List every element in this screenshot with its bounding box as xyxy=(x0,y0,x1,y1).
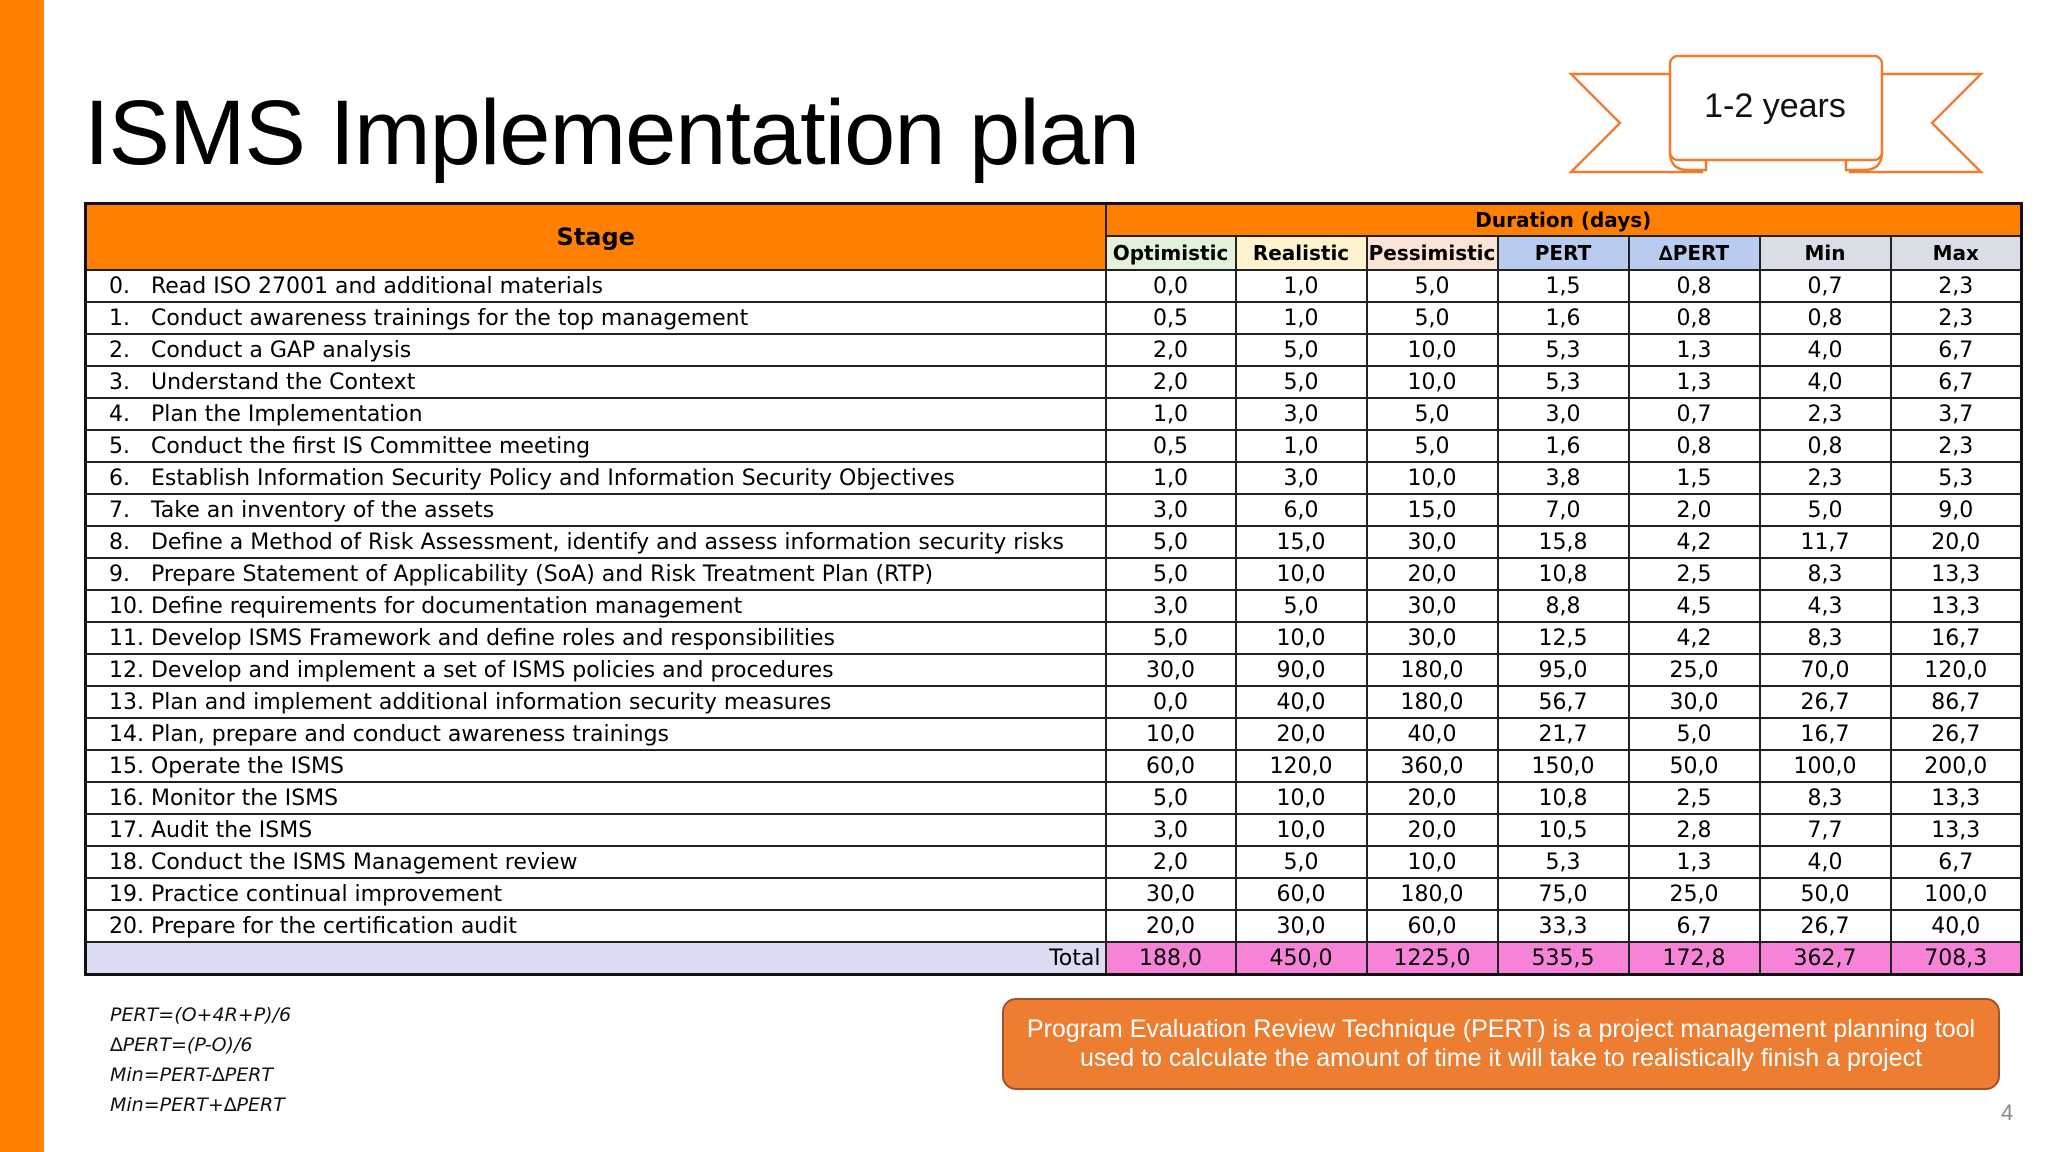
column-header-realistic: Realistic xyxy=(1236,236,1367,270)
duration-cell: 5,0 xyxy=(1367,398,1498,430)
duration-cell: 60,0 xyxy=(1236,878,1367,910)
duration-cell: 0,8 xyxy=(1629,270,1760,302)
duration-cell: 50,0 xyxy=(1629,750,1760,782)
table-row xyxy=(86,590,2022,622)
pert-note-box xyxy=(1002,998,2000,1090)
duration-cell: 30,0 xyxy=(1236,910,1367,942)
duration-cell: 4,3 xyxy=(1760,590,1891,622)
duration-cell: 4,2 xyxy=(1629,622,1760,654)
duration-cell: 10,0 xyxy=(1236,782,1367,814)
duration-cell: 20,0 xyxy=(1106,910,1236,942)
duration-cell: 180,0 xyxy=(1367,686,1498,718)
duration-cell: 20,0 xyxy=(1367,782,1498,814)
duration-cell: 15,8 xyxy=(1498,526,1629,558)
duration-cell: 180,0 xyxy=(1367,878,1498,910)
duration-cell: 21,7 xyxy=(1498,718,1629,750)
table-row xyxy=(86,782,2022,814)
column-header-max: Max xyxy=(1891,236,2022,270)
duration-cell: 2,0 xyxy=(1629,494,1760,526)
duration-cell: 7,7 xyxy=(1760,814,1891,846)
duration-cell: 1,0 xyxy=(1236,302,1367,334)
duration-cell: 4,2 xyxy=(1629,526,1760,558)
duration-cell: 1,3 xyxy=(1629,846,1760,878)
duration-cell: 3,8 xyxy=(1498,462,1629,494)
duration-cell: 90,0 xyxy=(1236,654,1367,686)
total-label: Total xyxy=(86,942,1106,975)
duration-cell: 2,0 xyxy=(1106,366,1236,398)
duration-cell: 5,3 xyxy=(1498,366,1629,398)
duration-cell: 0,8 xyxy=(1760,430,1891,462)
duration-cell: 30,0 xyxy=(1367,590,1498,622)
stage-cell: 14. Plan, prepare and conduct awareness trainings xyxy=(86,718,1106,750)
duration-cell: 10,8 xyxy=(1498,782,1629,814)
table-row xyxy=(86,654,2022,686)
duration-cell: 26,7 xyxy=(1760,910,1891,942)
table-row xyxy=(86,366,2022,398)
total-value: 1225,0 xyxy=(1367,942,1498,975)
duration-cell: 10,0 xyxy=(1236,814,1367,846)
duration-cell: 0,5 xyxy=(1106,430,1236,462)
duration-cell: 26,7 xyxy=(1891,718,2022,750)
duration-cell: 70,0 xyxy=(1760,654,1891,686)
total-value: 188,0 xyxy=(1106,942,1236,975)
formula-delta-pert: ∆PERT=(P-O)/6 xyxy=(110,1034,253,1056)
duration-cell: 3,0 xyxy=(1236,462,1367,494)
duration-cell: 5,0 xyxy=(1236,590,1367,622)
implementation-plan-table xyxy=(84,202,2023,976)
duration-cell: 20,0 xyxy=(1367,814,1498,846)
stage-cell: 20. Prepare for the certification audit xyxy=(86,910,1106,942)
column-header-pert: PERT xyxy=(1498,236,1629,270)
duration-cell: 3,0 xyxy=(1106,814,1236,846)
table-row xyxy=(86,558,2022,590)
formula-min: Min=PERT-∆PERT xyxy=(110,1064,274,1086)
duration-cell: 20,0 xyxy=(1236,718,1367,750)
duration-cell: 0,8 xyxy=(1629,430,1760,462)
duration-cell: 4,0 xyxy=(1760,366,1891,398)
duration-cell: 13,3 xyxy=(1891,782,2022,814)
duration-cell: 2,3 xyxy=(1760,398,1891,430)
duration-cell: 5,0 xyxy=(1760,494,1891,526)
duration-cell: 20,0 xyxy=(1891,526,2022,558)
duration-cell: 2,3 xyxy=(1891,270,2022,302)
duration-cell: 20,0 xyxy=(1367,558,1498,590)
duration-cell: 26,7 xyxy=(1760,686,1891,718)
stage-cell: 16. Monitor the ISMS xyxy=(86,782,1106,814)
duration-cell: 200,0 xyxy=(1891,750,2022,782)
duration-cell: 120,0 xyxy=(1236,750,1367,782)
duration-cell: 2,8 xyxy=(1629,814,1760,846)
formula-pert: PERT=(O+4R+P)/6 xyxy=(110,1004,292,1026)
column-header-min: Min xyxy=(1760,236,1891,270)
duration-cell: 5,0 xyxy=(1367,302,1498,334)
duration-cell: 10,0 xyxy=(1236,622,1367,654)
duration-cell: 1,0 xyxy=(1106,462,1236,494)
duration-cell: 0,5 xyxy=(1106,302,1236,334)
total-value: 362,7 xyxy=(1760,942,1891,975)
stage-cell: 10. Define requirements for documentation management xyxy=(86,590,1106,622)
stage-cell: 6. Establish Information Security Policy and Information Security Objectives xyxy=(86,462,1106,494)
duration-cell: 180,0 xyxy=(1367,654,1498,686)
duration-cell: 5,3 xyxy=(1891,462,2022,494)
table-row xyxy=(86,398,2022,430)
table-row xyxy=(86,686,2022,718)
stage-header: Stage xyxy=(86,204,1106,271)
duration-cell: 5,0 xyxy=(1106,782,1236,814)
duration-cell: 13,3 xyxy=(1891,814,2022,846)
duration-cell: 360,0 xyxy=(1367,750,1498,782)
duration-cell: 0,0 xyxy=(1106,270,1236,302)
slide-title: ISMS Implementation plan xyxy=(84,82,1139,184)
duration-cell: 56,7 xyxy=(1498,686,1629,718)
stage-cell: 2. Conduct a GAP analysis xyxy=(86,334,1106,366)
table-row xyxy=(86,622,2022,654)
table-row xyxy=(86,878,2022,910)
duration-cell: 10,0 xyxy=(1367,462,1498,494)
stage-cell: 18. Conduct the ISMS Management review xyxy=(86,846,1106,878)
formula-list xyxy=(110,1000,291,1120)
table-row xyxy=(86,462,2022,494)
duration-cell: 16,7 xyxy=(1891,622,2022,654)
duration-cell: 0,7 xyxy=(1629,398,1760,430)
duration-cell: 33,3 xyxy=(1498,910,1629,942)
total-row xyxy=(86,942,2022,975)
duration-cell: 8,3 xyxy=(1760,558,1891,590)
stage-cell: 11. Develop ISMS Framework and define roles and responsibilities xyxy=(86,622,1106,654)
table-row xyxy=(86,302,2022,334)
stage-cell: 4. Plan the Implementation xyxy=(86,398,1106,430)
duration-cell: 5,0 xyxy=(1236,846,1367,878)
stage-cell: 1. Conduct awareness trainings for the top management xyxy=(86,302,1106,334)
duration-cell: 3,7 xyxy=(1891,398,2022,430)
accent-side-bar xyxy=(0,0,44,1152)
duration-cell: 10,8 xyxy=(1498,558,1629,590)
duration-cell: 0,8 xyxy=(1760,302,1891,334)
column-header-delta-pert: ∆PERT xyxy=(1629,236,1760,270)
total-value: 708,3 xyxy=(1891,942,2022,975)
page-number: 4 xyxy=(2001,1100,2014,1125)
duration-cell: 50,0 xyxy=(1760,878,1891,910)
stage-cell: 13. Plan and implement additional information security measures xyxy=(86,686,1106,718)
total-value: 172,8 xyxy=(1629,942,1760,975)
stage-cell: 15. Operate the ISMS xyxy=(86,750,1106,782)
table-row xyxy=(86,814,2022,846)
duration-cell: 10,0 xyxy=(1367,846,1498,878)
duration-cell: 100,0 xyxy=(1891,878,2022,910)
duration-cell: 16,7 xyxy=(1760,718,1891,750)
table-row xyxy=(86,334,2022,366)
table-row xyxy=(86,430,2022,462)
total-value: 450,0 xyxy=(1236,942,1367,975)
duration-cell: 8,3 xyxy=(1760,782,1891,814)
stage-cell: 5. Conduct the first IS Committee meeting xyxy=(86,430,1106,462)
duration-cell: 15,0 xyxy=(1236,526,1367,558)
duration-cell: 13,3 xyxy=(1891,590,2022,622)
ribbon-duration-label: 1-2 years xyxy=(1704,87,1846,125)
duration-header: Duration (days) xyxy=(1106,204,2022,237)
duration-cell: 6,0 xyxy=(1236,494,1367,526)
duration-cell: 1,0 xyxy=(1236,430,1367,462)
column-header-optimistic: Optimistic xyxy=(1106,236,1236,270)
duration-cell: 5,3 xyxy=(1498,846,1629,878)
duration-cell: 2,5 xyxy=(1629,782,1760,814)
duration-cell: 120,0 xyxy=(1891,654,2022,686)
table-row xyxy=(86,750,2022,782)
formula-max: Min=PERT+∆PERT xyxy=(110,1094,285,1116)
duration-cell: 3,0 xyxy=(1106,494,1236,526)
duration-cell: 10,5 xyxy=(1498,814,1629,846)
duration-cell: 30,0 xyxy=(1629,686,1760,718)
stage-cell: 17. Audit the ISMS xyxy=(86,814,1106,846)
stage-cell: 12. Develop and implement a set of ISMS policies and procedures xyxy=(86,654,1106,686)
duration-cell: 15,0 xyxy=(1367,494,1498,526)
duration-cell: 0,8 xyxy=(1629,302,1760,334)
duration-cell: 5,0 xyxy=(1629,718,1760,750)
duration-cell: 1,6 xyxy=(1498,302,1629,334)
duration-cell: 0,0 xyxy=(1106,686,1236,718)
duration-cell: 5,0 xyxy=(1236,366,1367,398)
stage-cell: 3. Understand the Context xyxy=(86,366,1106,398)
duration-cell: 1,0 xyxy=(1236,270,1367,302)
duration-cell: 2,3 xyxy=(1760,462,1891,494)
duration-cell: 40,0 xyxy=(1236,686,1367,718)
duration-cell: 1,3 xyxy=(1629,366,1760,398)
stage-cell: 8. Define a Method of Risk Assessment, identify and assess information security risks xyxy=(86,526,1106,558)
column-header-pessimistic: Pessimistic xyxy=(1367,236,1498,270)
duration-cell: 3,0 xyxy=(1498,398,1629,430)
duration-cell: 25,0 xyxy=(1629,878,1760,910)
duration-cell: 10,0 xyxy=(1367,366,1498,398)
duration-cell: 6,7 xyxy=(1629,910,1760,942)
duration-cell: 5,0 xyxy=(1367,270,1498,302)
duration-cell: 13,3 xyxy=(1891,558,2022,590)
duration-cell: 1,5 xyxy=(1629,462,1760,494)
duration-cell: 60,0 xyxy=(1367,910,1498,942)
duration-cell: 2,0 xyxy=(1106,334,1236,366)
duration-cell: 40,0 xyxy=(1891,910,2022,942)
table-row xyxy=(86,718,2022,750)
duration-cell: 100,0 xyxy=(1760,750,1891,782)
table-row xyxy=(86,526,2022,558)
duration-cell: 1,6 xyxy=(1498,430,1629,462)
duration-cell: 2,5 xyxy=(1629,558,1760,590)
pert-note-text: Program Evaluation Review Technique (PERT) is a project management planning tool used to calculate the amount of time it will take to realistically finish a project xyxy=(1026,1015,1976,1072)
duration-cell: 0,7 xyxy=(1760,270,1891,302)
duration-cell: 5,0 xyxy=(1106,622,1236,654)
duration-cell: 6,7 xyxy=(1891,334,2022,366)
duration-cell: 5,0 xyxy=(1236,334,1367,366)
duration-cell: 75,0 xyxy=(1498,878,1629,910)
duration-cell: 7,0 xyxy=(1498,494,1629,526)
duration-cell: 4,0 xyxy=(1760,846,1891,878)
table-row xyxy=(86,846,2022,878)
duration-cell: 95,0 xyxy=(1498,654,1629,686)
stage-cell: 9. Prepare Statement of Applicability (SoA) and Risk Treatment Plan (RTP) xyxy=(86,558,1106,590)
duration-cell: 4,0 xyxy=(1760,334,1891,366)
duration-cell: 5,0 xyxy=(1367,430,1498,462)
duration-cell: 30,0 xyxy=(1106,878,1236,910)
duration-cell: 5,0 xyxy=(1106,526,1236,558)
duration-cell: 1,5 xyxy=(1498,270,1629,302)
table-row xyxy=(86,270,2022,302)
duration-cell: 12,5 xyxy=(1498,622,1629,654)
duration-cell: 60,0 xyxy=(1106,750,1236,782)
duration-cell: 1,3 xyxy=(1629,334,1760,366)
duration-cell: 2,0 xyxy=(1106,846,1236,878)
table-row xyxy=(86,494,2022,526)
duration-cell: 6,7 xyxy=(1891,366,2022,398)
duration-cell: 6,7 xyxy=(1891,846,2022,878)
duration-cell: 8,3 xyxy=(1760,622,1891,654)
duration-cell: 2,3 xyxy=(1891,430,2022,462)
duration-cell: 30,0 xyxy=(1367,526,1498,558)
duration-cell: 11,7 xyxy=(1760,526,1891,558)
duration-cell: 10,0 xyxy=(1106,718,1236,750)
table-row xyxy=(86,910,2022,942)
duration-cell: 30,0 xyxy=(1106,654,1236,686)
duration-cell: 2,3 xyxy=(1891,302,2022,334)
duration-cell: 4,5 xyxy=(1629,590,1760,622)
duration-cell: 5,3 xyxy=(1498,334,1629,366)
duration-cell: 150,0 xyxy=(1498,750,1629,782)
duration-cell: 8,8 xyxy=(1498,590,1629,622)
total-value: 535,5 xyxy=(1498,942,1629,975)
duration-cell: 40,0 xyxy=(1367,718,1498,750)
duration-cell: 25,0 xyxy=(1629,654,1760,686)
duration-cell: 86,7 xyxy=(1891,686,2022,718)
stage-cell: 7. Take an inventory of the assets xyxy=(86,494,1106,526)
stage-cell: 19. Practice continual improvement xyxy=(86,878,1106,910)
duration-cell: 3,0 xyxy=(1106,590,1236,622)
duration-cell: 3,0 xyxy=(1236,398,1367,430)
duration-cell: 10,0 xyxy=(1236,558,1367,590)
duration-cell: 30,0 xyxy=(1367,622,1498,654)
duration-cell: 9,0 xyxy=(1891,494,2022,526)
duration-cell: 5,0 xyxy=(1106,558,1236,590)
duration-cell: 1,0 xyxy=(1106,398,1236,430)
duration-cell: 10,0 xyxy=(1367,334,1498,366)
stage-cell: 0. Read ISO 27001 and additional materials xyxy=(86,270,1106,302)
